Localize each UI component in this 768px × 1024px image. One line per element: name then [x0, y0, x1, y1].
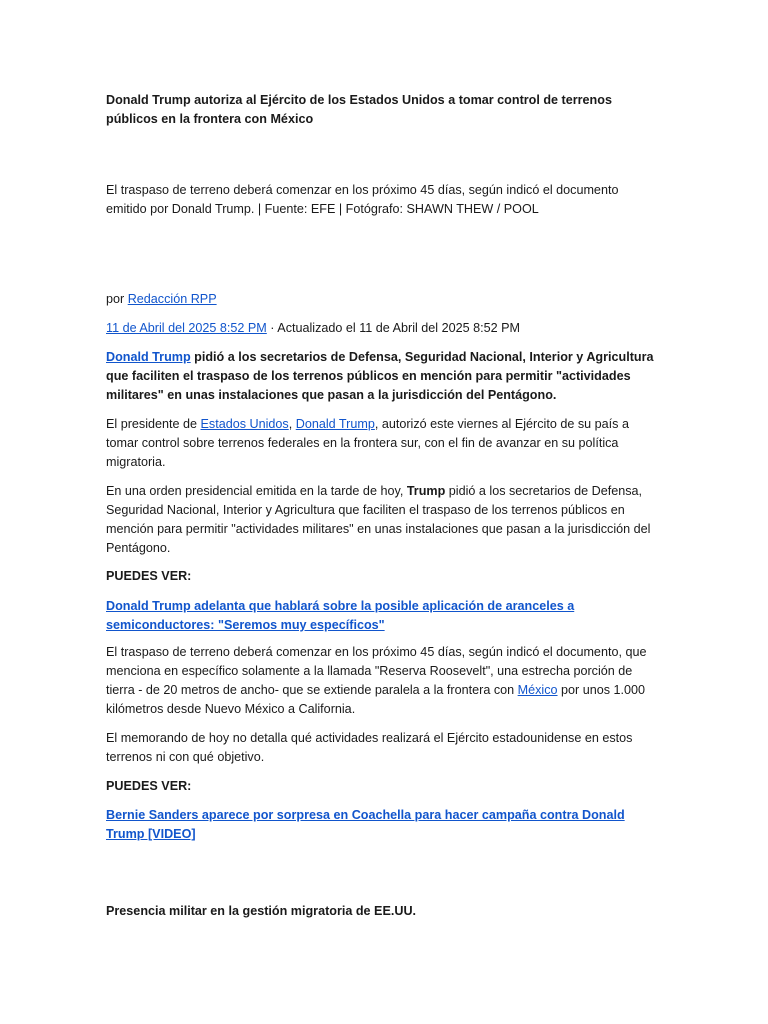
lead-paragraph — [106, 348, 662, 405]
paragraph-1: El presidente de Estados Unidos, Donald Trump, autorizó este viernes al Ejército de su país a tomar control sobre terrenos federales en la frontera sur, con el fin de avanzar en su política migratoria. — [106, 417, 629, 469]
lead-text: pidió a los secretarios de Defensa, Seguridad Nacional, Interior y Agricultura que faciliten el traspaso de los terrenos públicos en mención para permitir "actividades militares" en unas instalaciones que pasan a la jurisdicción del Pentágono. — [106, 350, 654, 402]
puedes-ver-label-2: PUEDES VER: — [106, 779, 192, 793]
estados-unidos-link[interactable]: Estados Unidos — [200, 417, 289, 431]
author-link[interactable]: Redacción RPP — [127, 292, 217, 306]
date-link[interactable]: 11 de Abril del 2025 8:52 PM — [106, 321, 267, 335]
mexico-link[interactable]: México — [517, 683, 558, 697]
donald-trump-link-2[interactable]: Donald Trump — [295, 417, 375, 431]
related-link-1[interactable]: Donald Trump adelanta que hablará sobre la posible aplicación de aranceles a semiconductores: "Seremos muy específicos" — [106, 599, 575, 632]
updated-text: · Actualizado el 11 de Abril del 2025 8:52 PM — [266, 321, 521, 335]
photo-caption: El traspaso de terreno deberá comenzar en los próximo 45 días, según indicó el documento emitido por Donald Trump. | Fuente: EFE | Fotógrafo: SHAWN THEW / POOL — [106, 183, 619, 216]
paragraph-4: El memorando de hoy no detalla qué actividades realizará el Ejército estadounidense en estos terrenos ni con qué objetivo. — [106, 731, 633, 764]
section-subheading: Presencia militar en la gestión migratoria de EE.UU. — [106, 904, 417, 918]
related-article-1 — [106, 597, 662, 635]
related-link-2[interactable]: Bernie Sanders aparece por sorpresa en Coachella para hacer campaña contra Donald Trump [VIDEO] — [106, 808, 625, 841]
article-title: Donald Trump autoriza al Ejército de los Estados Unidos a tomar control de terrenos públicos en la frontera con México — [106, 93, 612, 126]
paragraph-2: En una orden presidencial emitida en la tarde de hoy, Trump pidió a los secretarios de Defensa, Seguridad Nacional, Interior y Agricultura que faciliten el traspaso de los terrenos públicos en mención para permitir "actividades militares" en unas instalaciones que pasan a la jurisdicción del Pentágono. — [106, 484, 651, 555]
byline-prefix: por — [106, 292, 128, 306]
puedes-ver-label-1: PUEDES VER: — [106, 569, 192, 583]
byline — [106, 290, 662, 309]
dateline — [106, 319, 662, 338]
related-article-2 — [106, 806, 662, 844]
donald-trump-link[interactable]: Donald Trump — [106, 350, 191, 364]
paragraph-3: El traspaso de terreno deberá comenzar en los próximo 45 días, según indicó el documento, que menciona en específico solamente a la llamada "Reserva Roosevelt", una estrecha porción de tierra - de 20 metros de ancho- que se extiende paralela a la frontera con México por unos 1.000 kilómetros desde Nuevo México a California. — [106, 645, 647, 716]
trump-bold: Trump — [406, 484, 446, 498]
